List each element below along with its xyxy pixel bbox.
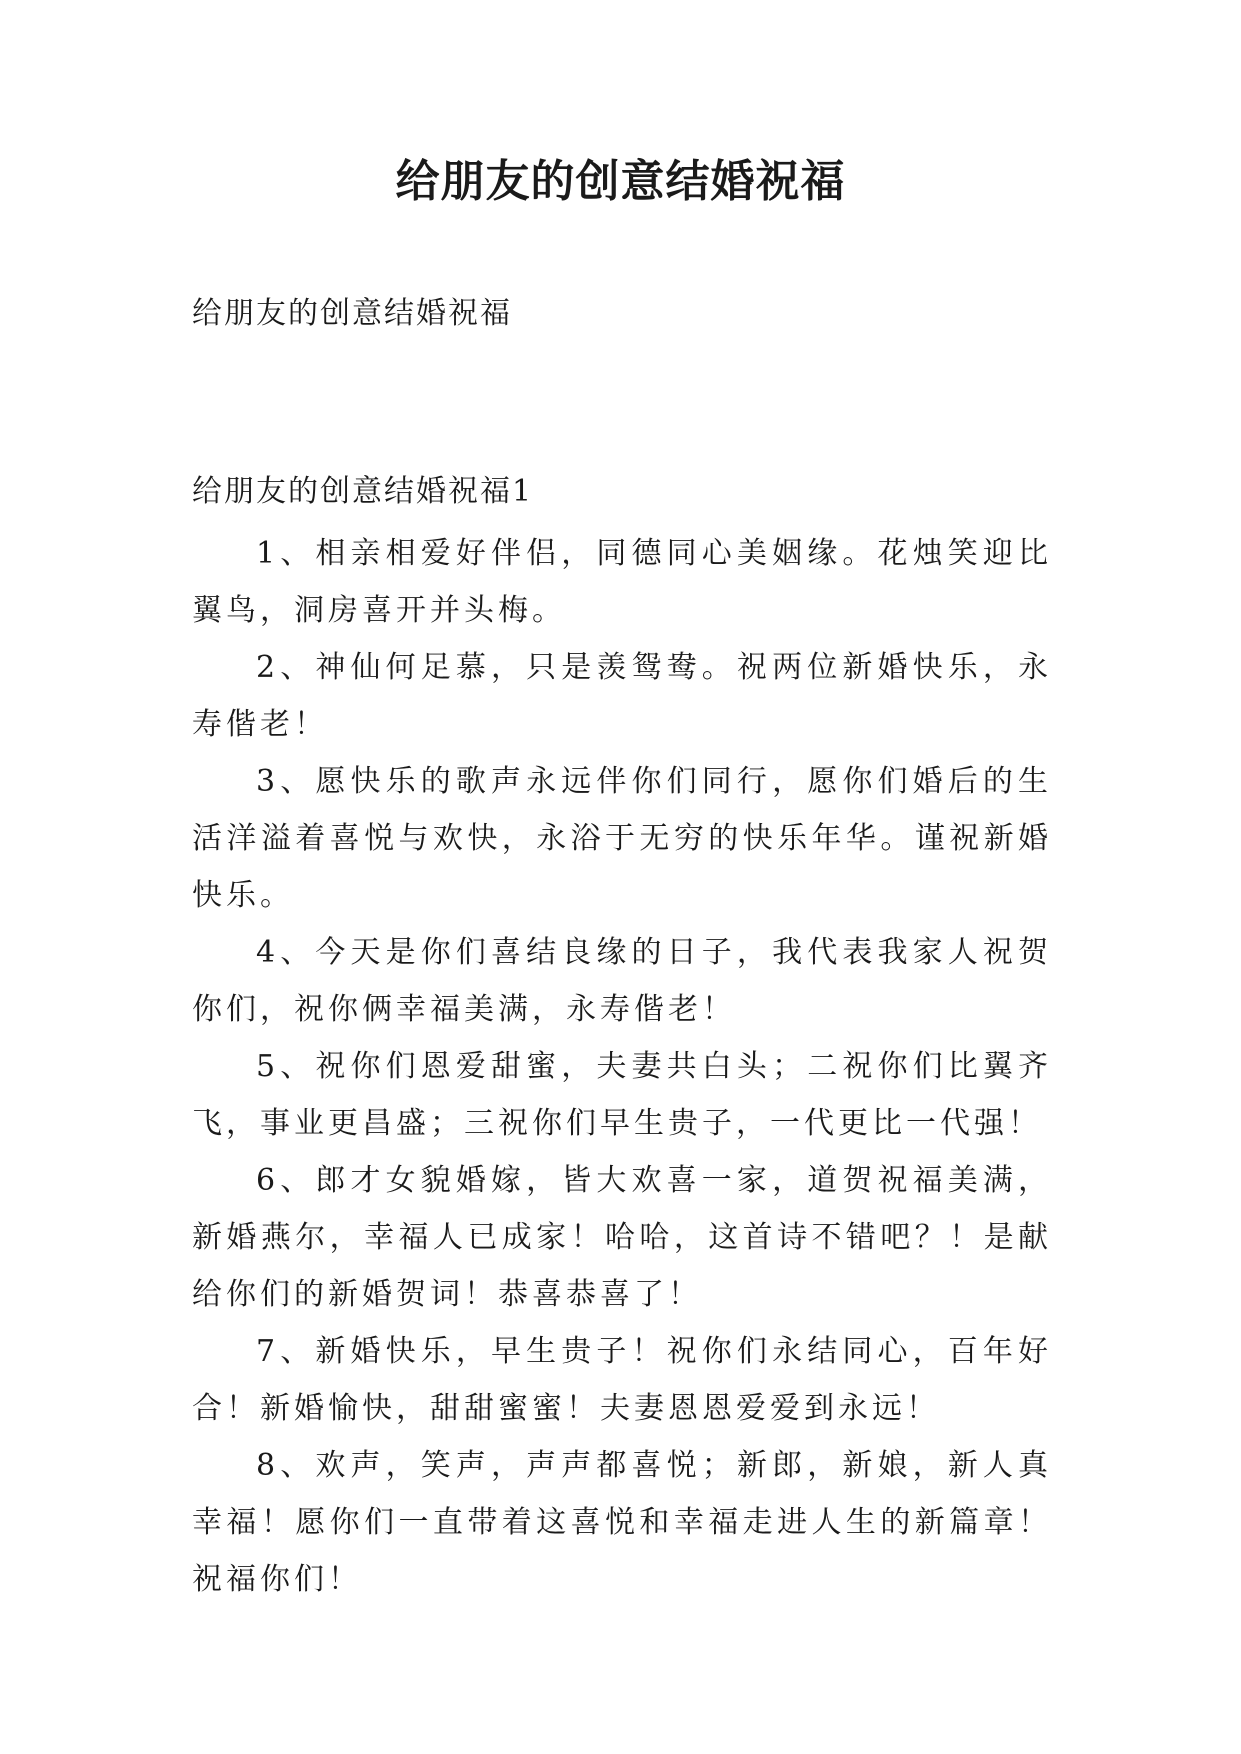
blessing-list bbox=[192, 525, 1052, 1608]
section-heading: 给朋友的创意结婚祝福1 bbox=[192, 474, 534, 509]
document-title: 给朋友的创意结婚祝福 bbox=[395, 156, 846, 207]
blessing-item-1: 1、相亲相爱好伴侣，同德同心美姻缘。花烛笑迎比翼鸟，洞房喜开并头梅。 bbox=[192, 536, 1052, 628]
blessing-item-8: 8、欢声，笑声，声声都喜悦；新郎，新娘，新人真幸福！愿你们一直带着这喜悦和幸福走进人生的新篇章！祝福你们！ bbox=[192, 1448, 1052, 1597]
blessing-item-4: 4、今天是你们喜结良缘的日子，我代表我家人祝贺你们，祝你俩幸福美满，永寿偕老！ bbox=[192, 935, 1052, 1027]
blessing-item-7: 7、新婚快乐，早生贵子！祝你们永结同心，百年好合！新婚愉快，甜甜蜜蜜！夫妻恩恩爱爱到永远！ bbox=[192, 1334, 1052, 1426]
blessing-item-5: 5、祝你们恩爱甜蜜，夫妻共白头；二祝你们比翼齐飞，事业更昌盛；三祝你们早生贵子，一代更比一代强！ bbox=[192, 1049, 1052, 1141]
blessing-item-6: 6、郎才女貌婚嫁，皆大欢喜一家，道贺祝福美满，新婚燕尔，幸福人已成家！哈哈，这首诗不错吧？！是献给你们的新婚贺词！恭喜恭喜了！ bbox=[192, 1163, 1052, 1312]
document-subtitle: 给朋友的创意结婚祝福 bbox=[192, 296, 512, 331]
blessing-item-2: 2、神仙何足慕，只是羡鸳鸯。祝两位新婚快乐，永寿偕老！ bbox=[192, 650, 1052, 742]
blessing-item-3: 3、愿快乐的歌声永远伴你们同行，愿你们婚后的生活洋溢着喜悦与欢快，永浴于无穷的快乐年华。谨祝新婚快乐。 bbox=[192, 764, 1052, 913]
